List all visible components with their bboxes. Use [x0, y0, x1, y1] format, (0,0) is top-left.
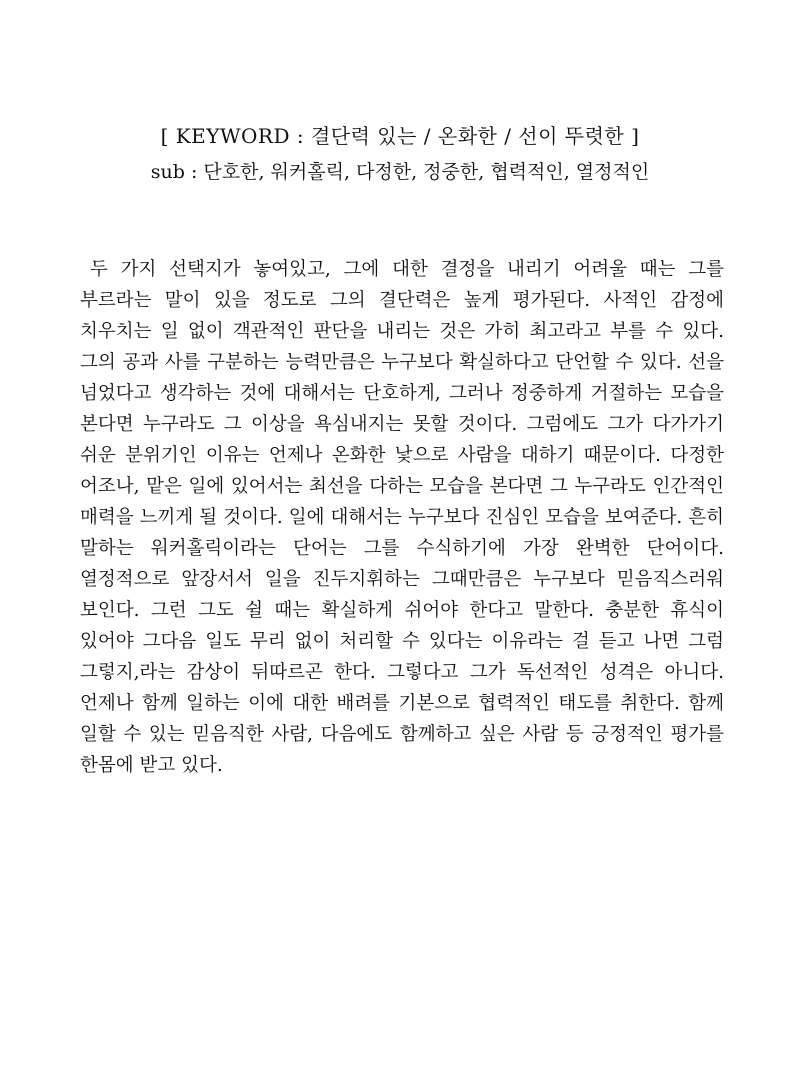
keyword-line: [ KEYWORD : 결단력 있는 / 온화한 / 선이 뚜렷한 ]: [160, 124, 640, 148]
keyword-header: [0, 120, 800, 188]
description-paragraph: 두 가지 선택지가 놓여있고, 그에 대한 결정을 내리기 어려울 때는 그를 부르라는 말이 있을 정도로 그의 결단력은 높게 평가된다. 사적인 감정에 치우치는 일 없이 객관적인 판단을 내리는 것은 가히 최고라고 부를 수 있다. 그의 공과 사를 구분하는 능력만큼은 누구보다 확실하다고 단언할 수 있다. 선을 넘었다고 생각하는 것에 대해서는 단호하게, 그러나 정중하게 거절하는 모습을 본다면 누구라도 그 이상을 욕심내지는 못할 것이다. 그럼에도 그가 다가가기 쉬운 분위기인 이유는 언제나 온화한 낯으로 사람을 대하기 때문이다. 다정한 어조나, 맡은 일에 있어서는 최선을 다하는 모습을 본다면 그 누구라도 인간적인 매력을 느끼게 될 것이다. 일에 대해서는 누구보다 진심인 모습을 보여준다. 흔히 말하는 워커홀릭이라는 단어는 그를 수식하기에 가장 완벽한 단어이다. 열정적으로 앞장서서 일을 진두지휘하는 그때만큼은 누구보다 믿음직스러워 보인다. 그런 그도 쉴 때는 확실하게 쉬어야 한다고 말한다. 충분한 휴식이 있어야 그다음 일도 무리 없이 처리할 수 있다는 이유라는 걸 듣고 나면 그럼 그렇지,라는 감상이 뒤따르곤 한다. 그렇다고 그가 독선적인 성격은 아니다. 언제나 함께 일하는 이에 대한 배려를 기본으로 협력적인 태도를 취한다. 함께 일할 수 있는 믿음직한 사람, 다음에도 함께하고 싶은 사람 등 긍정적인 평가를 한몸에 받고 있다.: [80, 259, 724, 776]
sub-keyword-line: sub : 단호한, 워커홀릭, 다정한, 정중한, 협력적인, 열정적인: [150, 161, 650, 183]
